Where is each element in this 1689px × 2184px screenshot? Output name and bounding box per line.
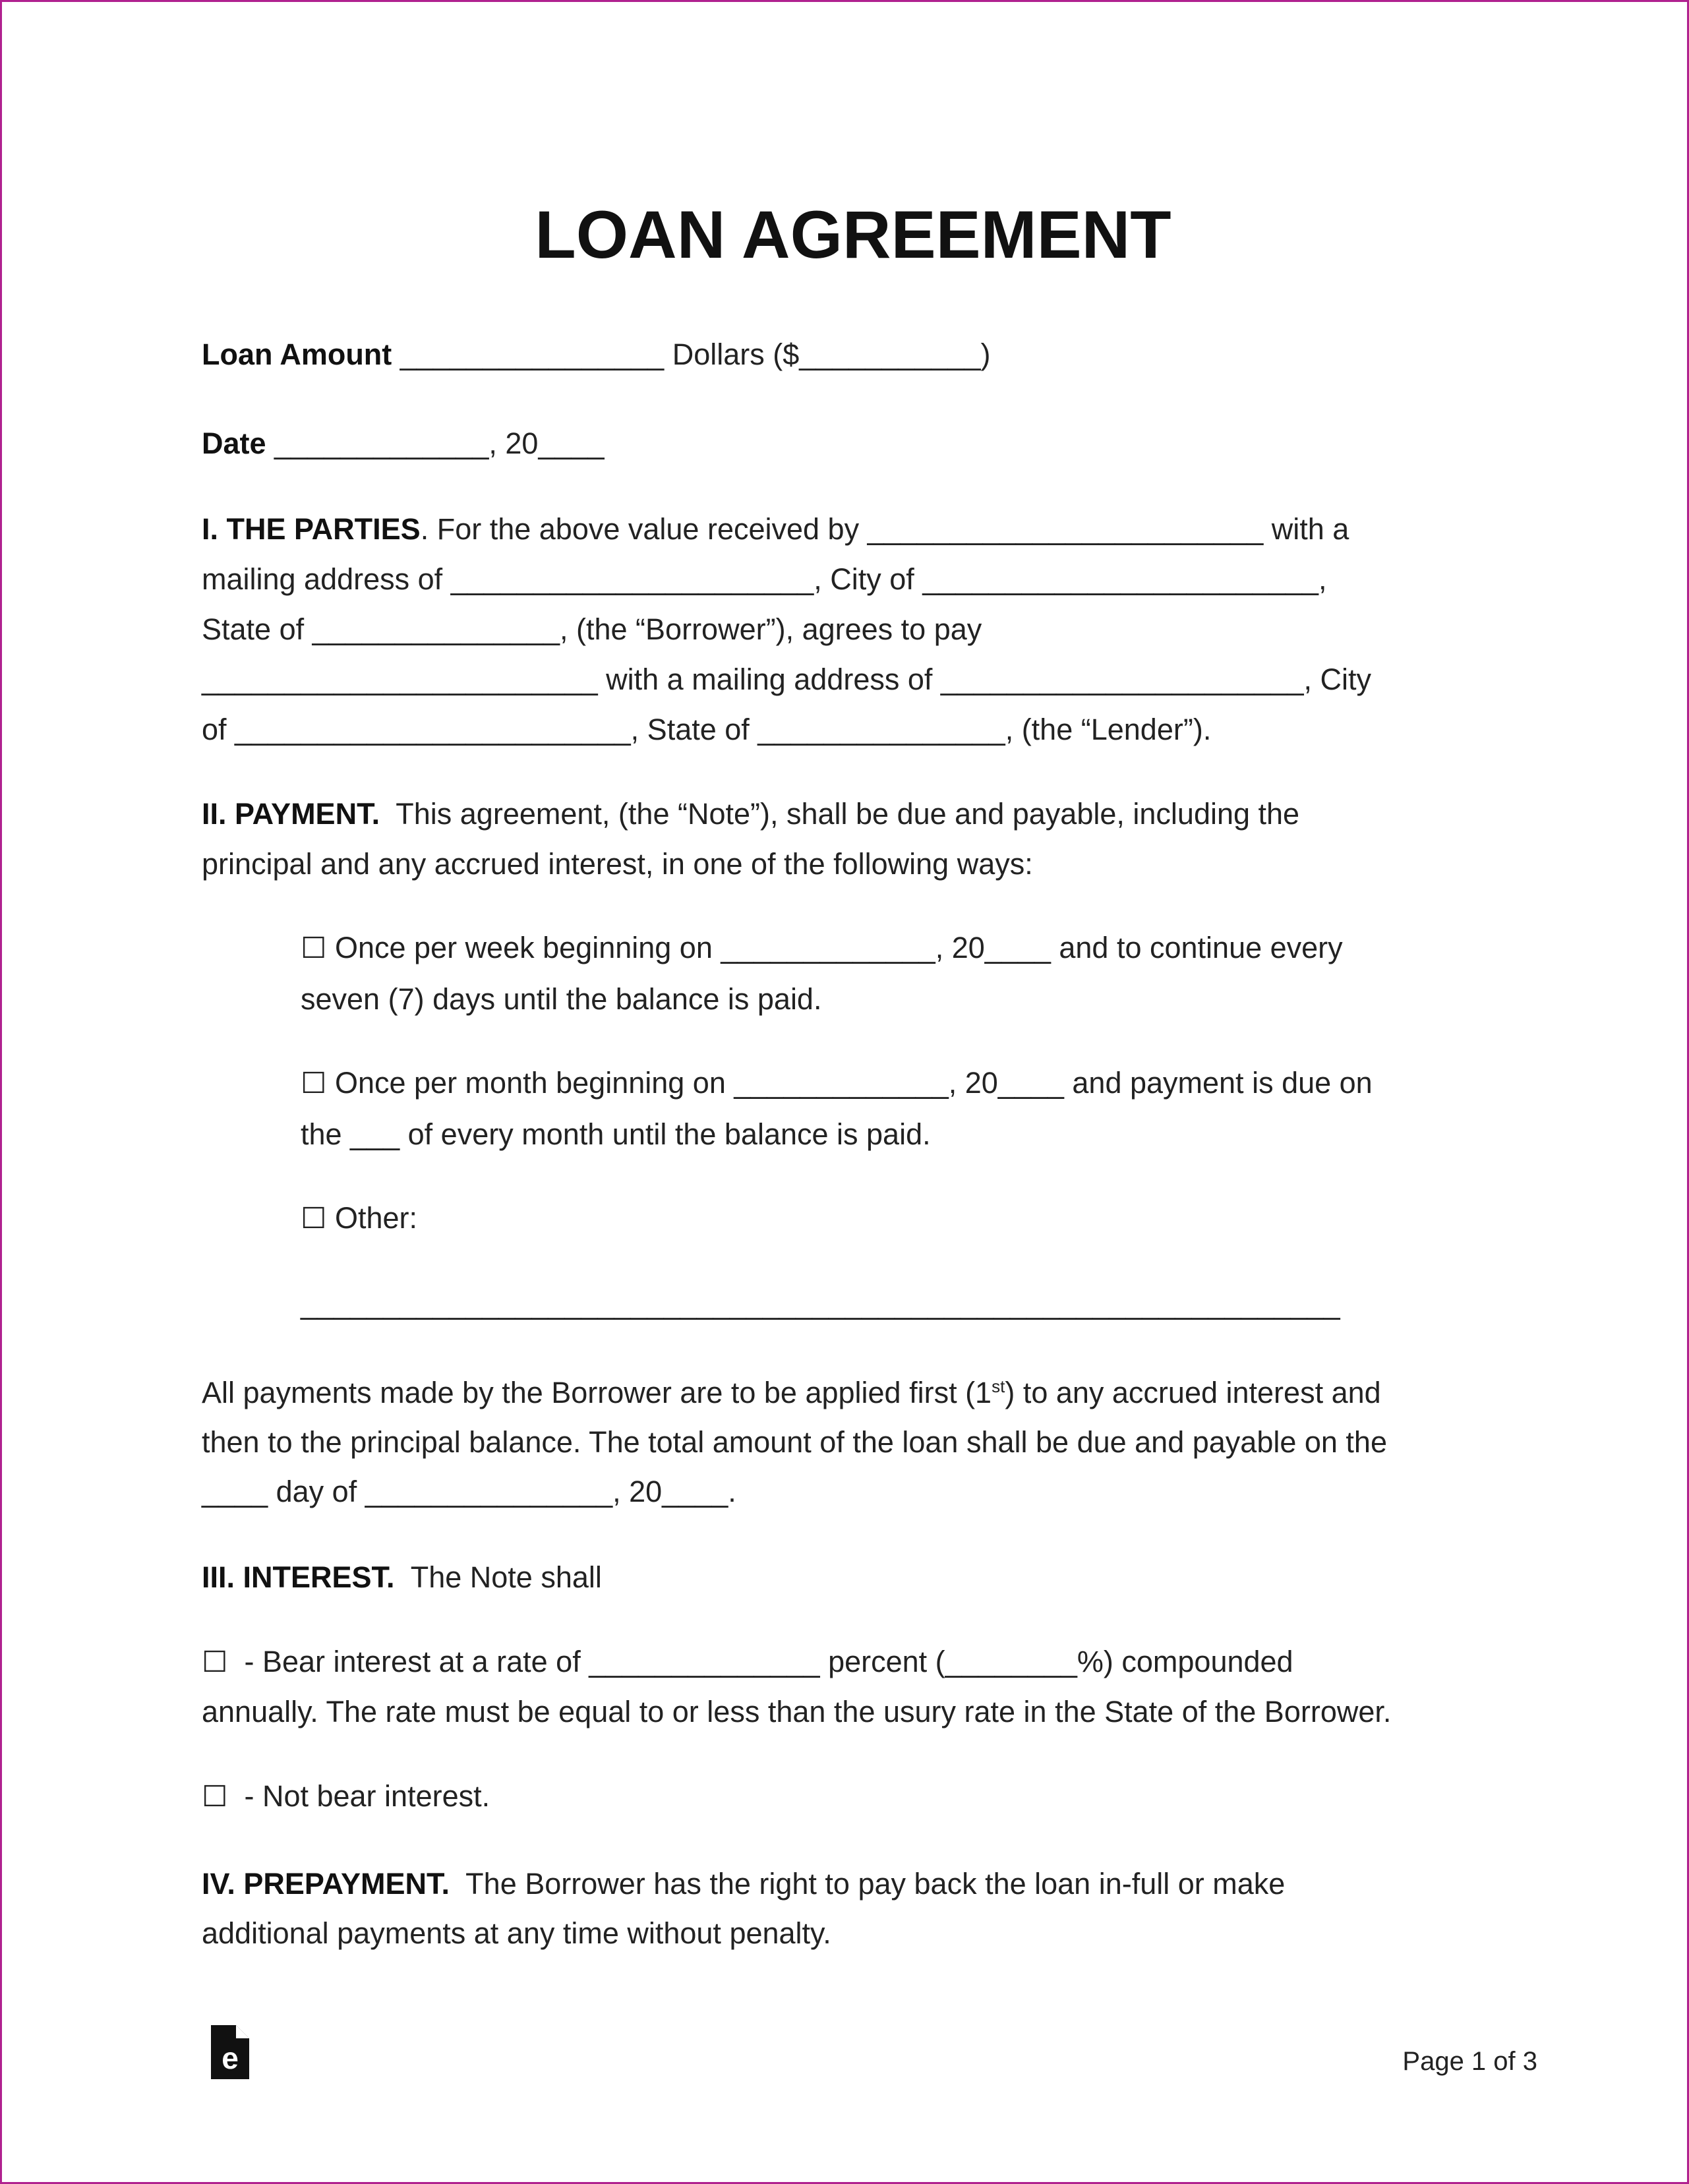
interest-option-bear-line-2: annually. The rate must be equal to or less than the usury rate in the State of the Borrower.	[202, 1695, 1392, 1728]
no-interest-checkbox[interactable]: ☐	[202, 1781, 228, 1813]
prepayment-heading: IV. PREPAYMENT.	[202, 1867, 450, 1901]
payment-option-monthly-line-2: the ___ of every month until the balance is paid.	[301, 1117, 931, 1151]
interest-text: The Note shall	[394, 1560, 602, 1594]
eforms-logo-icon	[211, 2025, 249, 2079]
apply-superscript: st	[992, 1376, 1005, 1396]
loan-amount-line	[202, 339, 991, 369]
other-text: Other:	[326, 1201, 418, 1235]
weekly-text: Once per week beginning on _____________, 20____ and to continue every	[326, 931, 1343, 964]
parties-line-4: ________________________ with a mailing address of ______________________, City	[202, 663, 1371, 696]
monthly-text: Once per month beginning on _____________, 20____ and payment is due on	[326, 1066, 1373, 1100]
interest-line	[202, 1562, 602, 1592]
no-interest-text: - Not bear interest.	[227, 1779, 490, 1813]
weekly-checkbox[interactable]: ☐	[301, 932, 327, 964]
monthly-checkbox[interactable]: ☐	[301, 1067, 327, 1100]
prepayment-line-2: additional payments at any time without penalty.	[202, 1916, 831, 1950]
payment-option-monthly	[301, 1068, 1373, 1098]
svg-text:e: e	[222, 2041, 239, 2075]
payment-option-weekly	[301, 933, 1343, 963]
date-line	[202, 428, 605, 458]
parties-heading: I. THE PARTIES	[202, 512, 421, 546]
payment-heading: II. PAYMENT.	[202, 797, 380, 831]
payment-line-2: principal and any accrued interest, in one of the following ways:	[202, 847, 1033, 881]
apply-line-2: then to the principal balance. The total amount of the loan shall be due and payable on the	[202, 1425, 1387, 1459]
other-blank-line: _______________________________________________________________	[301, 1287, 1340, 1320]
payment-option-weekly-line-2: seven (7) days until the balance is paid.	[301, 982, 822, 1016]
apply-line-3: ____ day of _______________, 20____.	[202, 1475, 736, 1508]
payment-option-other	[301, 1203, 417, 1233]
apply-text-pre: All payments made by the Borrower are to be applied first (1	[202, 1376, 992, 1409]
parties-line-5: of ________________________, State of _______________, (the “Lender”).	[202, 713, 1212, 746]
page-number: Page 1 of 3	[1402, 2047, 1537, 2076]
apply-text-post: ) to any accrued interest and	[1005, 1376, 1381, 1409]
parties-line-3: State of _______________, (the “Borrower”), agrees to pay	[202, 612, 982, 646]
prepayment-text: The Borrower has the right to pay back the loan in-full or make	[449, 1867, 1286, 1901]
bear-interest-text: - Bear interest at a rate of ______________ percent (________%) compounded	[227, 1645, 1293, 1678]
parties-text: . For the above value received by ________________________ with a	[420, 512, 1349, 546]
loan-amount-text: ________________ Dollars ($___________)	[392, 338, 991, 371]
parties-line-1	[202, 514, 1349, 544]
interest-option-bear	[202, 1647, 1293, 1677]
other-checkbox[interactable]: ☐	[301, 1202, 327, 1235]
document-title: LOAN AGREEMENT	[535, 197, 1171, 272]
apply-line-1	[202, 1378, 1381, 1407]
bear-interest-checkbox[interactable]: ☐	[202, 1646, 228, 1678]
date-label: Date	[202, 427, 266, 460]
payment-text: This agreement, (the “Note”), shall be due and payable, including the	[380, 797, 1300, 831]
parties-line-2: mailing address of ______________________, City of ________________________,	[202, 562, 1327, 596]
payment-line-1	[202, 799, 1299, 829]
prepayment-line-1	[202, 1869, 1285, 1899]
interest-option-none	[202, 1781, 490, 1812]
interest-heading: III. INTEREST.	[202, 1560, 395, 1594]
loan-amount-label: Loan Amount	[202, 338, 392, 371]
date-text: _____________, 20____	[266, 427, 605, 460]
